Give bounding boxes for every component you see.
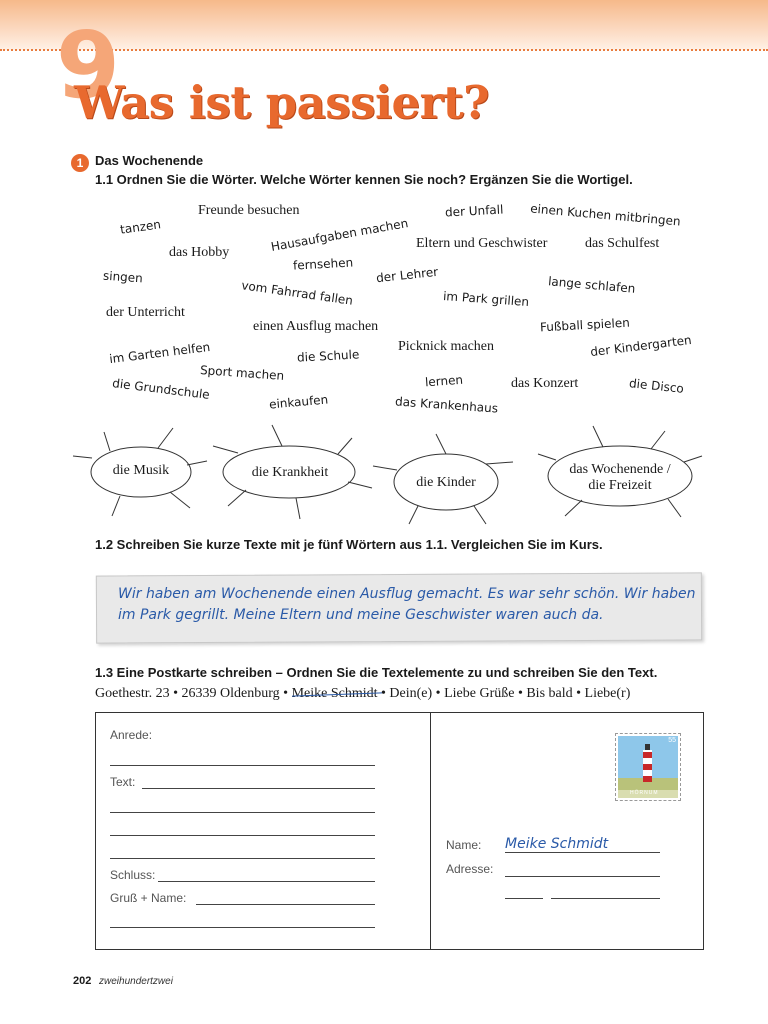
word-item: im Garten helfen (108, 339, 211, 367)
word-item: die Schule (296, 347, 360, 365)
postcard-divider (430, 712, 431, 949)
word-item: einen Kuchen mitbringen (529, 201, 682, 229)
hub-label-children: die Kinder (416, 475, 476, 490)
word-item: der Kindergarten (589, 332, 693, 360)
text-elements (95, 686, 630, 702)
word-item: der Unfall (444, 202, 504, 220)
page-title: Was ist passiert? (74, 76, 490, 129)
task-1-1: 1.1 Ordnen Sie die Wörter. Welche Wörter kennen Sie noch? Ergänzen Sie die Wortigel. (95, 172, 633, 187)
closing-line[interactable] (158, 881, 375, 882)
word-item: der Lehrer (375, 264, 439, 286)
text-line[interactable] (110, 812, 375, 813)
postcard (95, 712, 704, 950)
hub-label-music: die Musik (112, 463, 170, 478)
hub-label-weekend: das Wochenende / (569, 462, 671, 477)
word-item: Hausaufgaben machen (269, 216, 410, 254)
text-line[interactable] (110, 858, 375, 859)
word-item: fernsehen (292, 255, 354, 273)
hub-label-freetime: die Freizeit (588, 478, 652, 493)
word-item: das Schulfest (585, 236, 660, 251)
salutation-line[interactable] (110, 765, 375, 766)
text-line[interactable] (142, 788, 375, 789)
stamp-caption: HÖRNUM (630, 790, 659, 796)
name-label: Name: (446, 838, 482, 852)
text-label: Text: (110, 775, 136, 789)
word-item: die Disco (628, 376, 685, 396)
word-item: singen (102, 268, 144, 286)
struck-element: Meike Schmidt (291, 686, 378, 701)
word-item: Fußball spielen (539, 315, 631, 335)
greeting-line[interactable] (110, 927, 375, 928)
text-elements-part2: • Dein(e) • Liebe Grüße • Bis bald • Liebe(r) (381, 686, 631, 701)
city-line[interactable] (551, 898, 660, 899)
word-item: einen Ausflug machen (253, 319, 379, 334)
word-item: Eltern und Geschwister (416, 236, 548, 251)
word-item: die Grundschule (111, 376, 211, 402)
word-item: tanzen (119, 217, 162, 237)
greeting-label: Gruß + Name: (110, 891, 187, 905)
name-value: Meike Schmidt (505, 836, 609, 852)
stamp-value: 55 (668, 737, 676, 744)
chapter-number: 9 (56, 12, 121, 119)
exercise-title: Das Wochenende (95, 153, 204, 168)
name-line[interactable] (505, 852, 660, 853)
word-item: lange schlafen (547, 274, 636, 296)
word-item: das Konzert (511, 376, 579, 391)
address-label: Adresse: (446, 862, 494, 876)
answer-text: Wir haben am Wochenende einen Ausflug gemacht. Es war sehr schön. Wir haben im Park gegrillt. Meine Eltern und meine Geschwister waren auch da. (118, 586, 696, 623)
word-item: lernen (424, 372, 464, 390)
word-item: Sport machen (199, 363, 285, 383)
word-item: Freunde besuchen (198, 203, 300, 218)
word-item: vom Fahrrad fallen (240, 278, 354, 308)
text-elements-part1: Goethestr. 23 • 26339 Oldenburg • (95, 686, 289, 701)
page-number: 202 (73, 975, 92, 987)
postal-code-line[interactable] (505, 898, 543, 899)
word-item: der Unterricht (106, 305, 185, 320)
word-item: im Park grillen (442, 289, 530, 309)
word-item: Picknick machen (398, 339, 495, 354)
address-line[interactable] (505, 876, 660, 877)
text-line[interactable] (110, 835, 375, 836)
hub-label-illness: die Krankheit (251, 465, 329, 480)
greeting-line[interactable] (196, 904, 375, 905)
stamp (615, 733, 681, 801)
word-item: das Krankenhaus (394, 394, 499, 416)
closing-label: Schluss: (110, 868, 156, 882)
task-1-3: 1.3 Eine Postkarte schreiben – Ordnen Sie die Textelemente zu und schreiben Sie den Text. (95, 665, 658, 680)
word-item: einkaufen (268, 392, 329, 412)
salutation-label: Anrede: (110, 728, 153, 742)
word-item: das Hobby (169, 245, 230, 260)
exercise-number-badge: 1 (71, 154, 89, 172)
page-number-word: zweihundertzwei (99, 976, 173, 987)
task-1-2: 1.2 Schreiben Sie kurze Texte mit je fünf Wörtern aus 1.1. Vergleichen Sie im Kurs. (95, 537, 603, 552)
